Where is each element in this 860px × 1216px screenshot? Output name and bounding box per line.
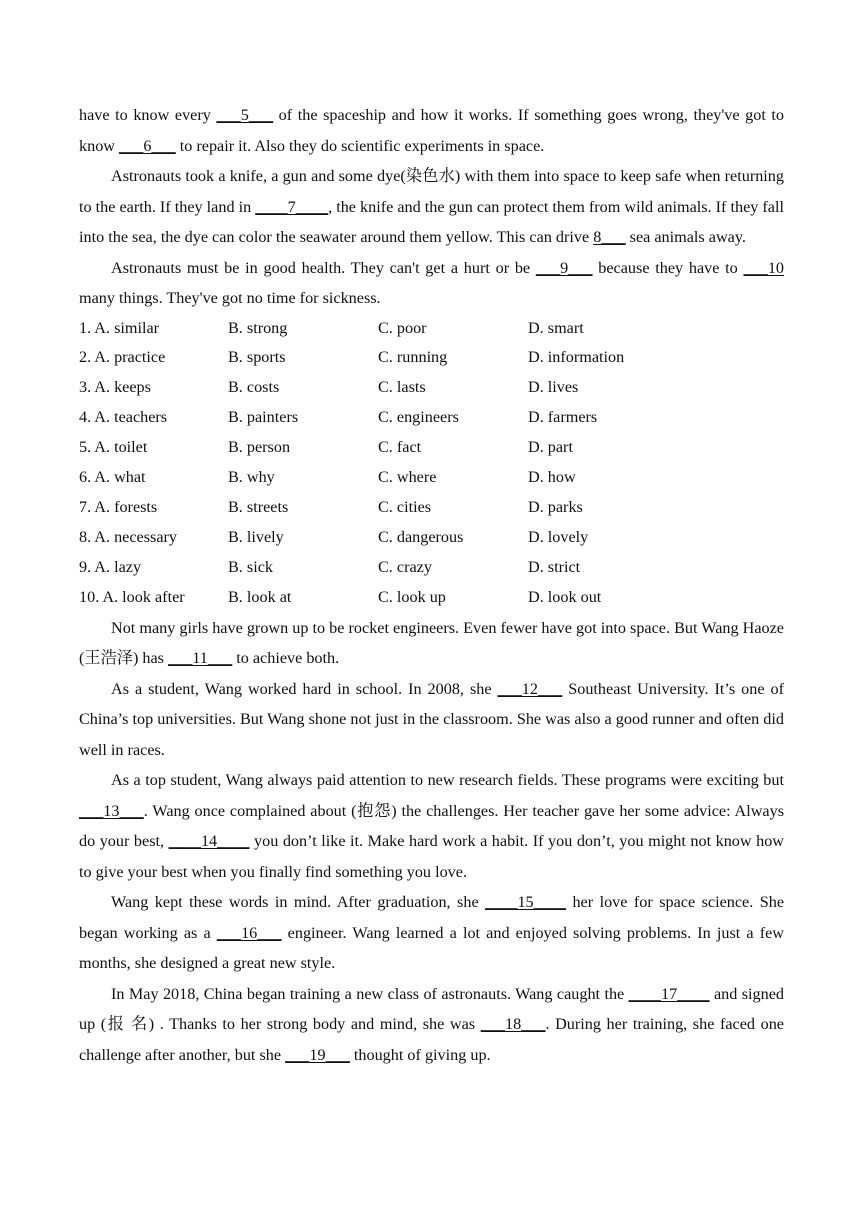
option-c: C. cities (378, 497, 432, 516)
text-run: many things. They've got no time for sickness. (79, 289, 381, 307)
blank-16: ___16___ (216, 923, 282, 942)
option-row (79, 343, 728, 373)
option-row (79, 373, 728, 403)
blank-15: ____15____ (485, 893, 567, 912)
option-b: B. strong (228, 318, 288, 337)
option-a: 4. A. teachers (79, 408, 168, 427)
option-d: D. lives (528, 378, 579, 397)
text-run: . Wang once complained about (抱怨) the challenges. Her teacher gave her some advice: Always do your best, (79, 801, 784, 851)
option-row (79, 433, 728, 463)
paragraph-wang-research (79, 765, 784, 887)
text-run: Astronauts took a knife, a gun and some dye(染色水) with them into space to keep safe when returning to the earth. If they land in (79, 167, 784, 216)
text-run: her love for space science. She began working as a (79, 893, 784, 942)
option-d: D. part (528, 438, 573, 457)
option-row (79, 553, 728, 583)
option-c: C. look up (378, 587, 446, 606)
option-b: B. sick (228, 557, 273, 576)
text-run: sea animals away. (625, 228, 746, 246)
blank-19: ___19___ (285, 1045, 350, 1064)
blank-14: ____14____ (168, 832, 250, 851)
option-c: C. lasts (378, 378, 426, 397)
text-run: Southeast University. It’s one of China’s top universities. But Wang shone not just in the classroom. She was also a good runner and often did well in races. (79, 679, 784, 759)
text-run: of the spaceship and how it works. If something goes wrong, they've got to know (79, 106, 784, 155)
option-a: 8. A. necessary (79, 527, 177, 546)
option-c: C. fact (378, 438, 422, 457)
paragraph-wang-training (79, 979, 784, 1071)
option-a: 9. A. lazy (79, 557, 142, 576)
option-d: D. lovely (528, 527, 589, 546)
text-run: Wang kept these words in mind. After graduation, she (111, 893, 486, 912)
text-run: because they have to (592, 258, 744, 277)
option-c: C. where (378, 468, 437, 487)
option-b: B. costs (228, 378, 280, 397)
text-run: to achieve both. (232, 649, 340, 668)
text-run: As a top student, Wang always paid attention to new research fields. These programs were exciting but (111, 771, 784, 790)
blank-17: ____17____ (628, 984, 710, 1003)
option-a: 6. A. what (79, 468, 146, 487)
option-row (79, 314, 728, 344)
option-d: D. strict (528, 557, 581, 576)
blank-6: ___6___ (119, 136, 176, 155)
option-b: B. person (228, 438, 291, 457)
option-b: B. sports (228, 348, 286, 367)
option-d: D. how (528, 468, 576, 487)
option-row (79, 463, 728, 493)
option-row (79, 403, 728, 433)
option-d: D. farmers (528, 408, 598, 427)
option-a: 10. A. look after (79, 587, 185, 606)
blank-18: ___18___ (480, 1015, 546, 1034)
answer-options-table (79, 314, 728, 613)
text-run: Astronauts must be in good health. They can't get a hurt or be (111, 258, 536, 277)
blank-13: ___13___ (79, 801, 144, 820)
blank-8: 8___ (593, 228, 626, 246)
option-b: B. why (228, 468, 275, 487)
blank-5: ___5___ (216, 106, 274, 124)
paragraph-astronaut-duties (79, 100, 784, 161)
text-run: . During her training, she faced one challenge after another, but she (79, 1015, 784, 1064)
text-run: In May 2018, China began training a new class of astronauts. Wang caught the (111, 984, 629, 1003)
option-row (79, 583, 728, 613)
option-a: 2. A. practice (79, 348, 166, 367)
paragraph-astronaut-health (79, 253, 784, 314)
blank-7: ____7____ (255, 197, 329, 216)
paragraph-wang-intro (79, 613, 784, 674)
option-c: C. engineers (378, 408, 459, 427)
text-run: engineer. Wang learned a lot and enjoyed solving problems. In just a few months, she designed a great new style. (79, 923, 784, 973)
option-d: D. smart (528, 318, 584, 337)
text-run: As a student, Wang worked hard in school. In 2008, she (111, 679, 498, 698)
blank-11: ___11___ (168, 649, 233, 668)
option-d: D. parks (528, 497, 583, 516)
option-c: C. crazy (378, 557, 432, 576)
option-a: 5. A. toilet (79, 438, 148, 457)
option-c: C. poor (378, 318, 427, 337)
text-run: to repair it. Also they do scientific experiments in space. (175, 136, 545, 155)
text-run: , the knife and the gun can protect them from wild animals. If they fall into the sea, the dye can color the seawater around them yellow. This can drive (79, 197, 784, 246)
blank-12: ___12___ (497, 679, 563, 698)
blank-10: ___10 (743, 258, 784, 277)
paragraph-wang-graduation (79, 887, 784, 979)
option-d: D. look out (528, 587, 602, 606)
option-row (79, 493, 728, 523)
text-run: Not many girls have grown up to be rocket engineers. Even fewer have got into space. But Wang Haoze (王浩泽) has (79, 618, 784, 668)
text-run: thought of giving up. (349, 1045, 491, 1064)
text-run: have to know every (79, 106, 217, 124)
option-d: D. information (528, 348, 625, 367)
blank-9: ___9___ (535, 258, 593, 277)
option-b: B. look at (228, 587, 292, 606)
paragraph-astronaut-tools (79, 161, 784, 253)
paragraph-wang-student (79, 674, 784, 766)
text-run: and signed up (报 名) . Thanks to her strong body and mind, she was (79, 984, 784, 1034)
passage-text (79, 100, 784, 1070)
option-a: 7. A. forests (79, 497, 158, 516)
option-c: C. dangerous (378, 527, 464, 546)
option-a: 1. A. similar (79, 318, 160, 337)
option-a: 3. A. keeps (79, 378, 151, 397)
option-c: C. running (378, 348, 448, 367)
text-run: you don’t like it. Make hard work a habit. If you don’t, you might not know how to give your best when you finally find something you love. (79, 832, 784, 881)
option-row (79, 523, 728, 553)
option-b: B. streets (228, 497, 289, 516)
option-b: B. painters (228, 408, 299, 427)
option-b: B. lively (228, 527, 284, 546)
